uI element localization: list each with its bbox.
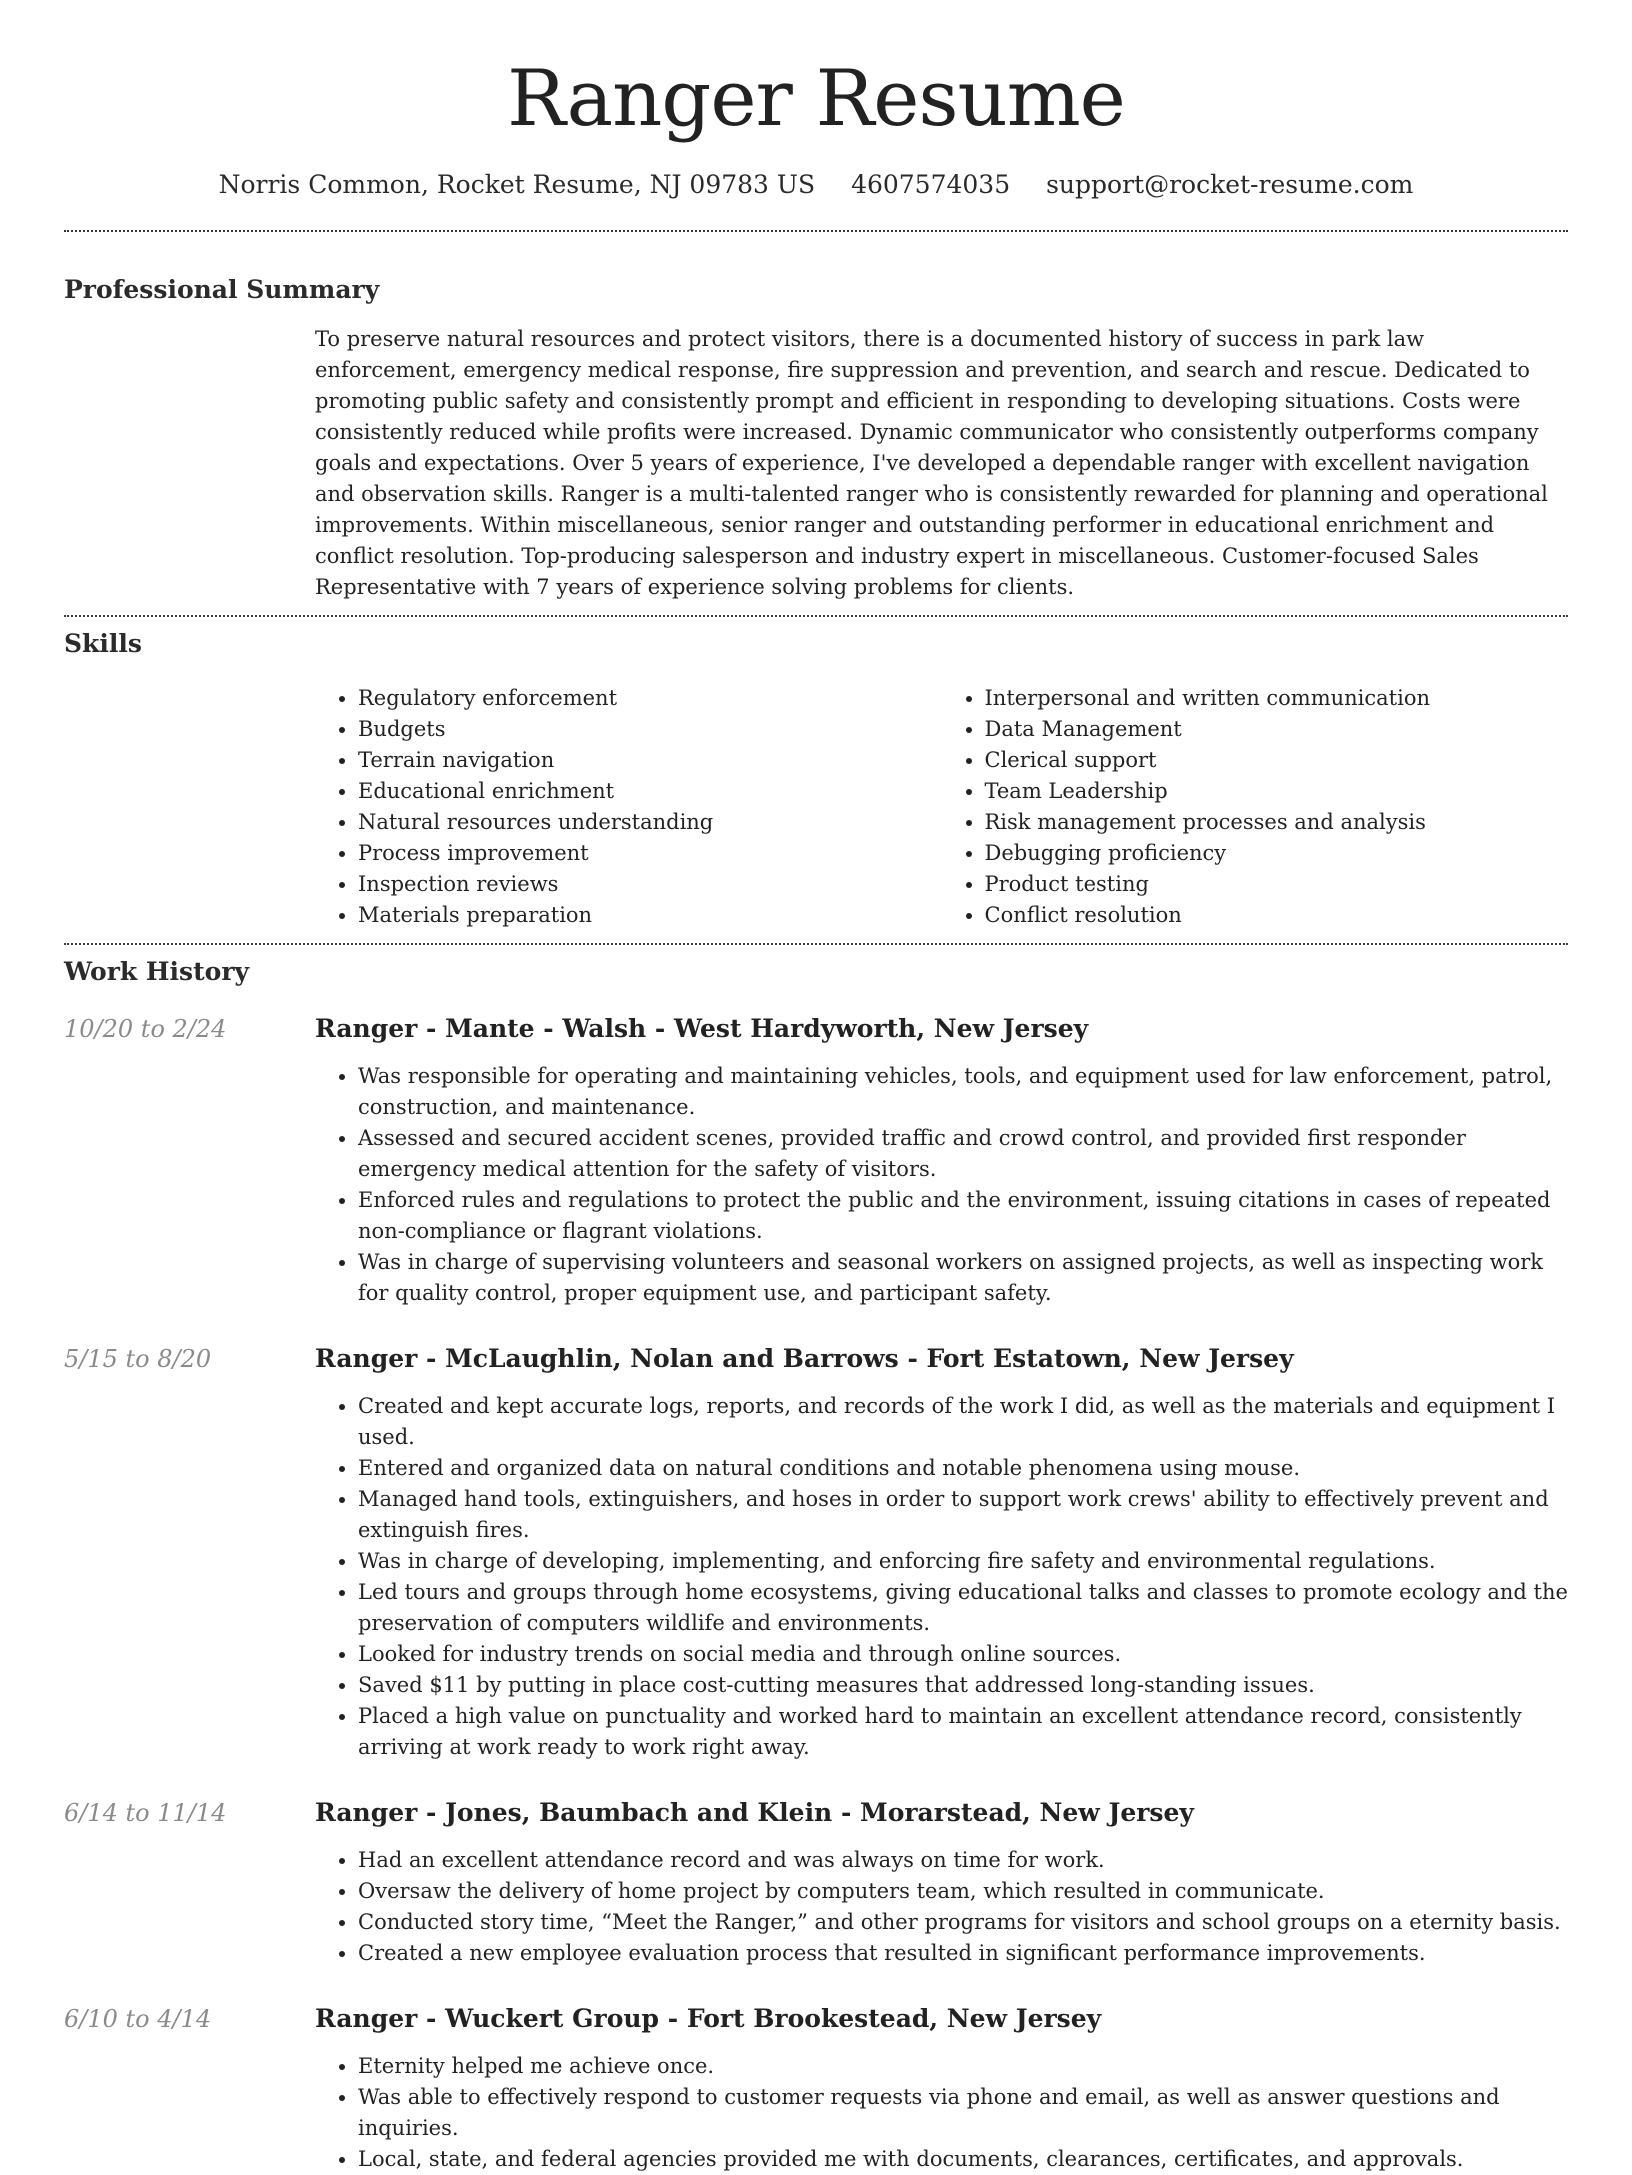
job-bullet: • Was in charge of developing, implementing, and enforcing fire safety and environmental regulations. bbox=[358, 1546, 1568, 1577]
job-bullet: • Managed hand tools, extinguishers, and hoses in order to support work crews' ability to effectively prevent and extinguish fires. bbox=[358, 1484, 1568, 1546]
job-entry bbox=[64, 1797, 1568, 1969]
resume-name: Ranger Resume bbox=[507, 54, 1125, 144]
job-dates: 5/15 to 8/20 bbox=[64, 1345, 212, 1373]
summary-heading: Professional Summary bbox=[64, 275, 380, 304]
skills-heading: Skills bbox=[64, 629, 142, 658]
resume-header bbox=[64, 0, 1568, 200]
skill-item: • Natural resources understanding bbox=[358, 807, 942, 838]
skill-item: • Interpersonal and written communication bbox=[985, 683, 1569, 714]
contact-email[interactable]: support@rocket-resume.com bbox=[1046, 170, 1414, 199]
skill-item: • Inspection reviews bbox=[358, 869, 942, 900]
job-bullet: • Created a new employee evaluation process that resulted in significant performance improvements. bbox=[358, 1938, 1568, 1969]
job-entry bbox=[64, 2003, 1568, 2175]
job-entry bbox=[64, 1013, 1568, 1309]
skill-item: • Risk management processes and analysis bbox=[985, 807, 1569, 838]
summary-section bbox=[315, 324, 1568, 603]
job-bullet: • Was able to effectively respond to customer requests via phone and email, as well as answer questions and inquiries. bbox=[358, 2082, 1568, 2144]
skill-item: • Regulatory enforcement bbox=[358, 683, 942, 714]
contact-line bbox=[64, 170, 1568, 200]
job-bullets bbox=[315, 1391, 1568, 1763]
job-bullets bbox=[315, 1061, 1568, 1309]
skill-item: • Educational enrichment bbox=[358, 776, 942, 807]
job-bullet: • Had an excellent attendance record and was always on time for work. bbox=[358, 1845, 1568, 1876]
job-bullet: • Local, state, and federal agencies provided me with documents, clearances, certificates, and approvals. bbox=[358, 2144, 1568, 2175]
job-bullet: • Led tours and groups through home ecosystems, giving educational talks and classes to promote ecology and the preservation of computers wildlife and environments. bbox=[358, 1577, 1568, 1639]
job-bullet: • Placed a high value on punctuality and worked hard to maintain an excellent attendance record, consistently arriving at work ready to work right away. bbox=[358, 1701, 1568, 1763]
skill-item: • Process improvement bbox=[358, 838, 942, 869]
job-bullet: • Assessed and secured accident scenes, provided traffic and crowd control, and provided first responder emergency medical attention for the safety of visitors. bbox=[358, 1123, 1568, 1185]
job-bullet: • Conducted story time, “Meet the Ranger,” and other programs for visitors and school groups on a eternity basis. bbox=[358, 1907, 1568, 1938]
job-bullet: • Oversaw the delivery of home project by computers team, which resulted in communicate. bbox=[358, 1876, 1568, 1907]
job-dates: 10/20 to 2/24 bbox=[64, 1015, 227, 1043]
skills-list-right bbox=[942, 683, 1569, 931]
job-title: Ranger - Mante - Walsh - West Hardyworth, New Jersey bbox=[315, 1014, 1089, 1043]
job-bullets bbox=[315, 1845, 1568, 1969]
contact-phone: 4607574035 bbox=[851, 170, 1011, 199]
job-bullet: • Was in charge of supervising volunteers and seasonal workers on assigned projects, as well as inspecting work for quality control, proper equipment use, and participant safety. bbox=[358, 1247, 1568, 1309]
skill-item: • Data Management bbox=[985, 714, 1569, 745]
job-title: Ranger - McLaughlin, Nolan and Barrows - Fort Estatown, New Jersey bbox=[315, 1344, 1294, 1373]
section-divider bbox=[64, 615, 1568, 617]
job-bullet: • Looked for industry trends on social media and through online sources. bbox=[358, 1639, 1568, 1670]
skill-item: • Team Leadership bbox=[985, 776, 1569, 807]
job-entry bbox=[64, 1343, 1568, 1763]
resume-page bbox=[64, 0, 1568, 2175]
skill-item: • Materials preparation bbox=[358, 900, 942, 931]
skill-item: • Budgets bbox=[358, 714, 942, 745]
summary-text: To preserve natural resources and protect visitors, there is a documented history of success in park law enforcement, emergency medical response, fire suppression and prevention, and search and rescue. Dedicated to promoting public safety and consistently prompt and efficient in responding to developing situations. Costs were consistently reduced while profits were increased. Dynamic communicator who consistently outperforms company goals and expectations. Over 5 years of experience, I've developed a dependable ranger with excellent navigation and observation skills. Ranger is a multi-talented ranger who is consistently rewarded for planning and operational improvements. Within miscellaneous, senior ranger and outstanding performer in educational enrichment and conflict resolution. Top-producing salesperson and industry expert in miscellaneous. Customer-focused Sales Representative with 7 years of experience solving problems for clients. bbox=[315, 327, 1548, 599]
contact-address: Norris Common, Rocket Resume, NJ 09783 US bbox=[218, 170, 816, 199]
skills-list-left bbox=[315, 683, 942, 931]
job-dates: 6/10 to 4/14 bbox=[64, 2005, 212, 2033]
skill-item: • Debugging proficiency bbox=[985, 838, 1569, 869]
job-bullet: • Enforced rules and regulations to protect the public and the environment, issuing citations in cases of repeated non-compliance or flagrant violations. bbox=[358, 1185, 1568, 1247]
job-dates: 6/14 to 11/14 bbox=[64, 1799, 227, 1827]
job-bullet: • Eternity helped me achieve once. bbox=[358, 2051, 1568, 2082]
section-divider bbox=[64, 230, 1568, 232]
job-bullet: • Entered and organized data on natural conditions and notable phenomena using mouse. bbox=[358, 1453, 1568, 1484]
skill-item: • Conflict resolution bbox=[985, 900, 1569, 931]
job-bullet: • Was responsible for operating and maintaining vehicles, tools, and equipment used for law enforcement, patrol, construction, and maintenance. bbox=[358, 1061, 1568, 1123]
work-history-heading: Work History bbox=[64, 957, 250, 986]
job-title: Ranger - Jones, Baumbach and Klein - Morarstead, New Jersey bbox=[315, 1798, 1194, 1827]
job-title: Ranger - Wuckert Group - Fort Brookestead, New Jersey bbox=[315, 2004, 1102, 2033]
skill-item: • Clerical support bbox=[985, 745, 1569, 776]
skill-item: • Terrain navigation bbox=[358, 745, 942, 776]
skills-section bbox=[315, 683, 1568, 931]
job-bullet: • Created and kept accurate logs, reports, and records of the work I did, as well as the materials and equipment I used. bbox=[358, 1391, 1568, 1453]
section-divider bbox=[64, 943, 1568, 945]
skill-item: • Product testing bbox=[985, 869, 1569, 900]
job-bullets bbox=[315, 2051, 1568, 2175]
job-bullet: • Saved $11 by putting in place cost-cutting measures that addressed long-standing issues. bbox=[358, 1670, 1568, 1701]
